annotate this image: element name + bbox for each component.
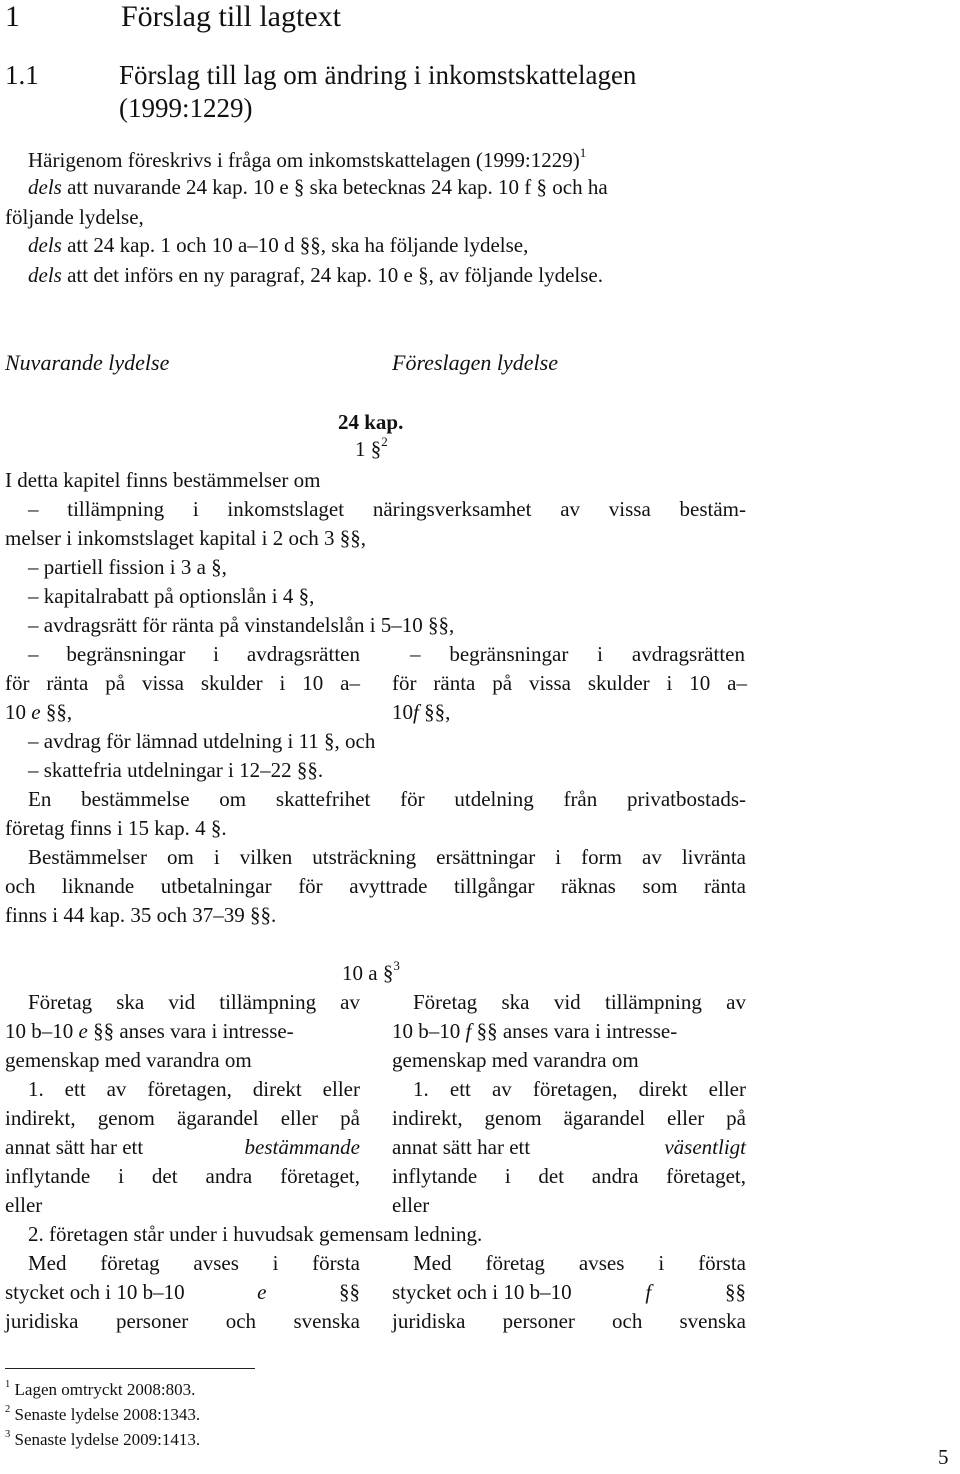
left-10a-line-6 [5, 1135, 360, 1160]
right-10a-line-7: inflytande i det andra företaget, [392, 1164, 746, 1188]
section-1-bullet-1a: – tillämpning i inkomstslaget näringsverksamhet av vissa bestäm- [28, 497, 746, 521]
left-l2-em: e [78, 1019, 88, 1043]
intro-dels-1: dels [28, 175, 62, 199]
chapter-heading: 24 kap. [338, 410, 404, 434]
right-5c-pre: 10 [392, 700, 413, 724]
footnote-2-text: Senaste lydelse 2008:1343. [14, 1405, 201, 1424]
column-heading-proposed: Föreslagen lydelse [392, 350, 558, 375]
section-1-right-bullet-5c [392, 700, 450, 725]
section-10a-heading [342, 958, 400, 986]
section-1-para-3a: Bestämmelser om i vilken utsträckning ersättningar i form av livränta [28, 845, 746, 869]
heading-1-title: Förslag till lagtext [121, 0, 341, 33]
footnote-separator [5, 1368, 255, 1369]
section-10a-line-9: 2. företagen står under i huvudsak gemensam ledning. [28, 1222, 483, 1246]
heading-2-number: 1.1 [5, 60, 39, 90]
left-5c-pre: 10 [5, 700, 26, 724]
left-l6-pre: annat sätt har ett [5, 1135, 144, 1159]
heading-2-title-line1: Förslag till lag om ändring i inkomstskattelagen [119, 60, 637, 90]
footnote-1-num: 1 [5, 1378, 11, 1390]
footnote-2 [5, 1405, 200, 1425]
footnote-3-num: 3 [5, 1428, 11, 1440]
section-1-left-bullet-5c [5, 700, 72, 725]
left-l11-pre: stycket och i 10 b–10 [5, 1280, 185, 1304]
section-1-bullet-2: – partiell fission i 3 a §, [28, 555, 227, 579]
right-10a-line-4: 1. ett av företagen, direkt eller [413, 1077, 746, 1101]
section-1-intro: I detta kapitel finns bestämmelser om [5, 468, 321, 492]
right-l2-pre: 10 b–10 [392, 1019, 461, 1043]
right-l6-em: väsentligt [664, 1135, 746, 1159]
footnote-3-text: Senaste lydelse 2009:1413. [14, 1430, 201, 1449]
left-10a-line-2 [5, 1019, 294, 1044]
section-1-label: 1 § [355, 437, 382, 461]
section-1-left-bullet-5a: – begränsningar i avdragsrätten [28, 642, 360, 666]
intro-line-2 [28, 175, 608, 200]
intro-line-3: följande lydelse, [5, 205, 144, 229]
heading-1 [5, 0, 341, 34]
footnote-ref-1: 1 [579, 145, 587, 161]
left-10a-line-7: inflytande i det andra företaget, [5, 1164, 360, 1188]
intro-line-2-text: att nuvarande 24 kap. 10 e § ska betecknas 24 kap. 10 f § och ha [67, 175, 608, 199]
left-l2-pre: 10 b–10 [5, 1019, 74, 1043]
right-10a-line-1: Företag ska vid tillämpning av [413, 990, 746, 1014]
left-l6-em: bestämmande [244, 1135, 360, 1159]
intro-dels-3: dels [28, 263, 62, 287]
right-10a-line-12: juridiska personer och svenska [392, 1309, 746, 1333]
section-1-bullet-1b: melser i inkomstslaget kapital i 2 och 3 §§, [5, 526, 367, 550]
heading-2-title-line2: (1999:1229) [119, 93, 253, 123]
left-l11-em: e [257, 1280, 267, 1304]
section-1-bullet-4: – avdragsrätt för ränta på vinstandelslån i 5–10 §§, [28, 613, 455, 637]
left-10a-line-3: gemenskap med varandra om [5, 1048, 252, 1072]
right-10a-line-2 [392, 1019, 677, 1044]
left-10a-line-8: eller [5, 1193, 43, 1217]
intro-line-1-text: Härigenom föreskrivs i fråga om inkomstskattelagen (1999:1229) [28, 148, 580, 172]
right-5c-em: f [413, 700, 419, 724]
intro-line-4-text: att 24 kap. 1 och 10 a–10 d §§, ska ha följande lydelse, [67, 233, 529, 257]
left-l11-post: §§ [339, 1280, 360, 1304]
section-1-right-bullet-5b: för ränta på vissa skulder i 10 a– [392, 671, 747, 695]
section-10a-label: 10 a § [342, 961, 394, 985]
intro-line-5-text: att det införs en ny paragraf, 24 kap. 10 e §, av följande lydelse. [67, 263, 603, 287]
intro-line-4 [28, 233, 528, 258]
footnote-ref-2: 2 [381, 434, 388, 450]
heading-1-number: 1 [5, 0, 20, 33]
footnote-1-text: Lagen omtryckt 2008:803. [14, 1380, 196, 1399]
right-5c-post: §§, [424, 700, 451, 724]
footnote-3 [5, 1430, 200, 1450]
section-1-bullet-6: – avdrag för lämnad utdelning i 11 §, och [28, 729, 376, 753]
heading-2 [5, 60, 637, 91]
right-l6-pre: annat sätt har ett [392, 1135, 531, 1159]
column-heading-current: Nuvarande lydelse [5, 350, 170, 375]
right-10a-line-8: eller [392, 1193, 430, 1217]
intro-dels-2: dels [28, 233, 62, 257]
section-1-para-3b: och liknande utbetalningar för avyttrade tillgångar räknas som ränta [5, 874, 746, 898]
right-l11-pre: stycket och i 10 b–10 [392, 1280, 572, 1304]
right-l2-em: f [465, 1019, 472, 1043]
intro-line-1 [28, 145, 587, 173]
left-5c-em: e [31, 700, 41, 724]
right-10a-line-5: indirekt, genom ägarandel eller på [392, 1106, 746, 1130]
section-1-bullet-3: – kapitalrabatt på optionslån i 4 §, [28, 584, 315, 608]
right-l11-post: §§ [724, 1280, 746, 1304]
left-10a-line-12: juridiska personer och svenska [5, 1309, 360, 1333]
section-1-para-2a: En bestämmelse om skattefrihet för utdelning från privatbostads- [28, 787, 746, 811]
left-l2-post: §§ anses vara i intresse- [93, 1019, 294, 1043]
left-10a-line-4: 1. ett av företagen, direkt eller [28, 1077, 360, 1101]
section-1-para-3c: finns i 44 kap. 35 och 37–39 §§. [5, 903, 277, 927]
left-5c-post: §§, [45, 700, 73, 724]
right-10a-line-3: gemenskap med varandra om [392, 1048, 639, 1072]
left-10a-line-10: Med företag avses i första [28, 1251, 360, 1275]
footnote-2-num: 2 [5, 1403, 11, 1415]
section-1-right-bullet-5a: – begränsningar i avdragsrätten [410, 642, 745, 666]
intro-line-5 [28, 263, 603, 288]
left-10a-line-11 [5, 1280, 360, 1305]
section-1-left-bullet-5b: för ränta på vissa skulder i 10 a– [5, 671, 360, 695]
right-10a-line-11 [392, 1280, 746, 1305]
left-10a-line-1: Företag ska vid tillämpning av [28, 990, 360, 1014]
footnote-1 [5, 1380, 195, 1400]
section-1-bullet-7: – skattefria utdelningar i 12–22 §§. [28, 758, 324, 782]
right-l2-post: §§ anses vara i intresse- [476, 1019, 678, 1043]
left-10a-line-5: indirekt, genom ägarandel eller på [5, 1106, 360, 1130]
page-number: 5 [938, 1445, 949, 1469]
section-1-heading [355, 434, 388, 462]
footnote-ref-3: 3 [393, 958, 400, 974]
right-l11-em: f [645, 1280, 652, 1304]
section-1-para-2b: företag finns i 15 kap. 4 §. [5, 816, 227, 840]
right-10a-line-6 [392, 1135, 746, 1160]
right-10a-line-10: Med företag avses i första [413, 1251, 746, 1275]
